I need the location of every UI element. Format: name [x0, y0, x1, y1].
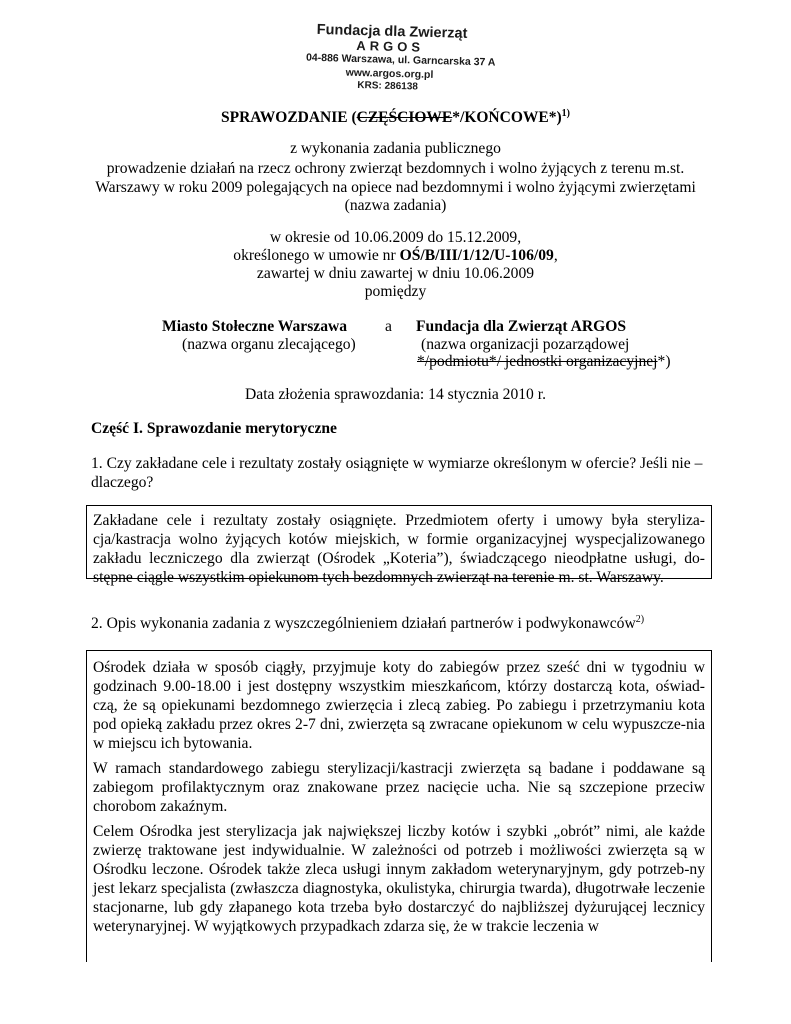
party-organization-name: Fundacja dla Zwierząt ARGOS [416, 318, 627, 335]
section-title: Część I. Sprawozdanie merytoryczne [91, 420, 337, 437]
stamp-org-name: Fundacja dla Zwierząt [316, 21, 468, 42]
answer-2-box [86, 650, 712, 962]
answer-2-paragraph: Celem Ośrodka jest sterylizacja jak największej liczby kotów i szybki „obrót” nimi, ale każde zwierzę traktowane jest indywidualnie. W zależności od potrzeb i możliwości zwierzęta są w Ośrodku leczone. Ośrodek także zleca usługi innym zakładom weterynaryjnym, gdy potrzeb-ny jest lekarz specjalista (zwłaszcza diagnostyka, okulistyka, chirurgia twarda), długotrwałe leczenie stacjonarne, lub gdy złapanego kota trzeba było dostarczyć do najbliższej dyżurującej lecznicy weterynaryjnej. W wyjątkowych przypadkach zdarza się, że w trakcie leczenia w [93, 823, 705, 935]
title-footnote: 1) [561, 108, 570, 119]
stamp-org-brand: ARGOS [356, 37, 425, 55]
answer-1-text: Zakładane cele i rezultaty zostały osiągnięte. Przedmiotem oferty i umowy była steryliza-cja/kastracja wolno żyjących kotów miejskich, w formie organizacyjnej wyspecjalizowanego zakładu leczniczego dla zwierząt (Ośrodek „Koteria”), świadczącego nieodpłatne usługi, do-stępne ciągle wszystkim opiekunom tych bezdomnych zwierząt na terenie m. st. Warszawy. [93, 512, 705, 586]
answer-2-paragraph: Ośrodek działa w sposób ciągły, przyjmuje koty do zabiegów przez sześć dni w tygodniu w godzinach 9.00-18.00 i jest dostępny wszystkim mieszkańcom, którzy dostarczą kota, oświad-czą, że są opiekunami bezdomnego zwierzęcia i zlecą zabieg. Po zabiegu i przetrzymaniu kota pod opieką zakładu przez okres 2-7 dni, zwierzęta są zwracane opiekunom w celu wypuszcze-nia w miejscu ich bytowania. [93, 659, 705, 752]
task-name-line2: Warszawy w roku 2009 polegających na opiece nad bezdomnymi i wolno żyjącymi zwierzętami [95, 179, 696, 196]
question-2-text: 2. Opis wykonania zadania z wyszczególnieniem działań partnerów i podwykonawców [91, 615, 636, 633]
answer-1-box [86, 505, 712, 586]
agreement-suffix: , [553, 247, 558, 264]
organization-stamp [295, 21, 497, 98]
submission-date: Data złożenia sprawozdania: 14 stycznia 2010 r. [245, 386, 546, 403]
caption-struck-options: */podmiotu*/ jednostki organizacyjnej [417, 353, 658, 370]
agreement-prefix: określonego w umowie nr [233, 247, 400, 264]
task-name-caption: (nazwa zadania) [344, 197, 447, 214]
party-commissioning-caption: (nazwa organu zlecającego) [182, 336, 356, 353]
agreement-line [0, 246, 791, 266]
caption-end: *) [657, 353, 671, 370]
concluded-date: zawartej w dniu zawartej w dniu 10.06.2009 [256, 265, 535, 282]
party-connector: a [385, 318, 392, 335]
stamp-address: 04-886 Warszawa, ul. Garncarska 37 A [305, 51, 496, 69]
agreement-number: OŚ/B/III/1/12/U-106/09 [399, 247, 554, 264]
task-name-line1: prowadzenie działań na rzecz ochrony zwierząt bezdomnych i wolno żyjących z terenu m.st. [106, 160, 685, 177]
between-label: pomiędzy [364, 283, 427, 300]
stamp-website: www.argos.org.pl [345, 66, 434, 81]
stamp-krs: KRS: 286138 [357, 79, 419, 93]
period-dates: w okresie od 10.06.2009 do 15.12.2009, [269, 229, 522, 246]
title-prefix: SPRAWOZDANIE ( [221, 109, 357, 127]
task-intro: z wykonania zadania publicznego [290, 140, 501, 157]
question-2 [91, 614, 644, 633]
title-struck-option: CZĘŚCIOWE [356, 109, 453, 127]
party-organization-caption: (nazwa organizacji pozarządowej [421, 336, 630, 353]
question-2-footnote: 2) [635, 614, 645, 625]
answer-2-paragraph: W ramach standardowego zabiegu sterylizacji/kastracji zwierzęta są badane i poddawane są zabiegom profilaktycznym oraz znakowane przez nacięcie ucha. Nie są szczepione przeciw chorobom zakaźnym. [93, 760, 705, 815]
party-organization-caption2 [417, 353, 671, 371]
title-suffix: */KOŃCOWE*) [452, 109, 562, 127]
report-title [0, 104, 791, 128]
question-1: 1. Czy zakładane cele i rezultaty zostały osiągnięte w wymiarze określonym w ofercie? Jeśli nie – dlaczego? [91, 455, 703, 491]
party-commissioning-name: Miasto Stołeczne Warszawa [162, 318, 348, 335]
